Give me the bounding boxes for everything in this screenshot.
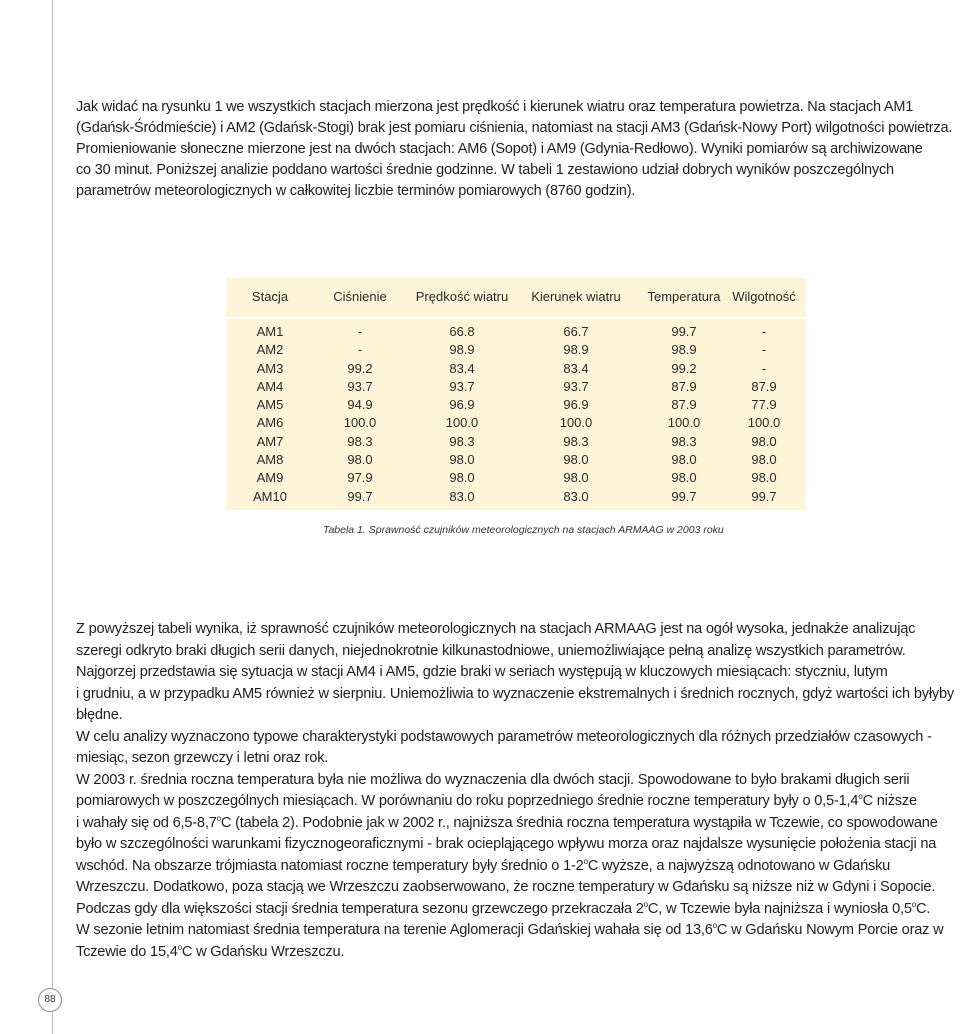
table-cell: 98.9	[563, 342, 589, 358]
table-cell: 100.0	[445, 415, 479, 431]
margin-line	[52, 0, 53, 1034]
intro-line: (Gdańsk-Śródmieście) i AM2 (Gdańsk-Stogi) brak jest pomiaru ciśnienia, natomiast na stacji AM3 (Gdańsk-Nowy Port) wilgotności powietrza.	[76, 120, 953, 136]
degree-sign: o	[858, 792, 863, 802]
intro-paragraph	[76, 97, 960, 202]
table-body	[226, 319, 806, 510]
header-wilgotnosc: Wilgotność	[732, 289, 796, 304]
table-cell: 96.9	[563, 397, 589, 413]
intro-line: Promieniowanie słoneczne mierzone jest na dwóch stacjach: AM6 (Sopot) i AM9 (Gdynia-Redłowo). Wyniki pomiarów są archiwizowane	[76, 141, 923, 157]
degree-sign: o	[216, 813, 221, 823]
table-cell: 98.0	[671, 470, 697, 486]
body-line: Podczas gdy dla większości stacji średnia temperatura sezonu grzewczego przekraczała 2$^o$C, w Tczewie była najniższa i wyniosła 0,5$^o$C.	[76, 899, 931, 917]
table-cell: 87.9	[671, 397, 697, 413]
column-stacja	[238, 323, 302, 506]
body-line: W celu analizy wyznaczono typowe charakterystyki podstawowych parametrów meteorologicznych dla różnych przedziałów czasowych -	[76, 728, 932, 745]
page-number: 88	[38, 988, 62, 1012]
table-cell: 98.0	[751, 433, 777, 449]
column-kierunek-wiatru	[526, 323, 626, 506]
table-cell: 94.9	[347, 397, 373, 413]
table-cell: 83.0	[563, 488, 589, 504]
table-cell: AM2	[256, 342, 284, 358]
sensor-efficiency-table	[226, 278, 806, 510]
table-caption: Tabela 1. Sprawność czujników meteorologicznych na stacjach ARMAAG w 2003 roku	[323, 524, 724, 536]
table-cell: 98.0	[671, 452, 697, 468]
degree-sign: o	[911, 899, 917, 909]
column-cisnienie	[316, 323, 404, 506]
table-cell: 93.7	[347, 378, 373, 394]
table-cell: 93.7	[449, 378, 475, 394]
table-cell: 77.9	[751, 397, 777, 413]
header-kierunek-wiatru: Kierunek wiatru	[531, 289, 621, 304]
body-line: i grudniu, a w przypadku AM5 również w sierpniu. Uniemożliwia to wyznaczenie ekstremalnych i średnich rocznych, gdyż wartości ich byłyby	[76, 685, 954, 702]
table-cell: 98.0	[563, 452, 589, 468]
body-line: miesiąc, sezon grzewczy i letni oraz rok.	[76, 750, 329, 766]
table-cell: 83.4	[449, 360, 475, 376]
table-cell: 83.4	[563, 360, 589, 376]
body-line: Tczewie do 15,4$^o$C w Gdańsku Wrzeszczu.	[76, 942, 345, 960]
table-cell: -	[357, 342, 363, 358]
table-header	[226, 278, 806, 319]
table-cell: -	[761, 360, 767, 376]
column-wilgotnosc	[726, 323, 802, 506]
table-cell: 99.2	[671, 360, 697, 376]
body-line: Z powyższej tabeli wynika, iż sprawność czujników meteorologicznych na stacjach ARMAAG jest na ogół wysoka, jednakże analizując	[76, 621, 916, 637]
body-line: wschód. Na obszarze trójmiasta natomiast roczne temperatury były średnio o 1-2$^o$C wyższe, a najwyższą odnotowano w Gdańsku	[76, 856, 891, 874]
table-cell: 98.0	[347, 452, 373, 468]
body-line: szeregi odkryto braki długich serii danych, niejednokrotnie kilkunastodniowe, uniemożliwiające pełną analizę wszystkich parametrów.	[76, 642, 906, 659]
table-cell: AM3	[256, 360, 284, 376]
table-cell: 100.0	[747, 415, 781, 431]
table-cell: 99.7	[671, 488, 697, 504]
body-line: Najgorzej przedstawia się sytuacja w stacji AM4 i AM5, gdzie braki w seriach występują w kluczowych miesiącach: styczniu, lutym	[76, 664, 888, 680]
table-cell: 98.0	[449, 470, 475, 486]
header-stacja: Stacja	[251, 289, 289, 304]
table-cell: 98.3	[671, 433, 697, 449]
table-cell: 98.9	[449, 342, 475, 358]
body-line: Wrzeszczu. Dodatkowo, poza stacją we Wrzeszczu zaobserwowano, że roczne temperatury w Gdańsku są niższe niż w Gdyni i Sopocie.	[76, 879, 936, 895]
body-line: i wahały się od 6,5-8,7$^o$C (tabela 2). Podobnie jak w 2002 r., najniższa średnia roczna temperatura wystąpiła w Tczewie, co spowodowane	[76, 813, 938, 831]
table-cell: 99.7	[671, 324, 697, 339]
table-cell: 98.3	[563, 433, 589, 449]
table-cell: 98.0	[563, 470, 589, 486]
header-temperatura: Temperatura	[647, 289, 721, 304]
table-cell: 93.7	[563, 378, 589, 394]
body-line: błędne.	[76, 707, 123, 723]
table-cell: 66.8	[449, 324, 475, 339]
table-cell: 98.3	[347, 433, 373, 449]
table-cell: 100.0	[667, 415, 701, 431]
degree-sign: o	[583, 856, 588, 866]
body-line: pomiarowych w poszczególnych miesiącach. W porównaniu do roku poprzedniego średnie roczne temperatury były o 0,5-1,4$^o$C niższe	[76, 792, 917, 809]
table-cell: -	[761, 324, 767, 339]
table-cell: 97.9	[347, 470, 373, 486]
table-cell: AM1	[256, 324, 284, 339]
table-cell: 96.9	[449, 397, 475, 413]
intro-line: co 30 minut. Poniższej analizie poddano wartości średnie godzinne. W tabeli 1 zestawiono udział dobrych wyników poszczególnych	[76, 162, 894, 178]
table-cell: 83.0	[449, 488, 475, 504]
body-line: W 2003 r. średnia roczna temperatura była nie możliwa do wyznaczenia dla dwóch stacji. Spowodowane to było brakami długich serii	[76, 771, 910, 788]
table-cell: 98.0	[449, 452, 475, 468]
intro-line: Jak widać na rysunku 1 we wszystkich stacjach mierzona jest prędkość i kierunek wiatru oraz temperatura powietrza. Na stacjach AM1	[76, 99, 914, 115]
table-cell: -	[761, 342, 767, 358]
table-cell: AM4	[256, 378, 284, 394]
intro-line: parametrów meteorologicznych w całkowitej liczbie terminów pomiarowych (8760 godzin).	[76, 183, 636, 199]
table-cell: 98.0	[751, 452, 777, 468]
table-cell: 99.7	[347, 488, 373, 504]
table-cell: 100.0	[343, 415, 377, 431]
table-cell: 87.9	[671, 378, 697, 394]
header-cisnienie: Ciśnienie	[333, 289, 387, 304]
column-predkosc-wiatru	[412, 323, 512, 506]
table-cell: -	[357, 324, 363, 339]
table-cell: AM10	[253, 488, 287, 504]
table-cell: 87.9	[751, 378, 777, 394]
body-line: W sezonie letnim natomiast średnia temperatura na terenie Aglomeracji Gdańskiej wahała się od 13,6$^o$C w Gdańsku Nowym Porcie oraz w	[76, 921, 944, 938]
header-predkosc-wiatru: Prędkość wiatru	[415, 289, 509, 304]
table-cell: AM8	[256, 452, 284, 468]
table-cell: 66.7	[563, 324, 589, 339]
table-cell: 98.9	[671, 342, 697, 358]
table-cell: 98.3	[449, 433, 475, 449]
table-cell: AM5	[256, 397, 284, 413]
body-line: było w szczególności warunkami fizycznogeoraficznymi - brak ociepląjącego wpływu morza oraz najdalsze wysunięcie położenia stacji na	[76, 836, 937, 852]
table-cell: 99.2	[347, 360, 373, 376]
degree-sign: o	[177, 942, 182, 952]
table-cell: AM6	[256, 415, 284, 431]
degree-sign: o	[643, 899, 648, 909]
body-paragraph	[76, 619, 960, 963]
degree-sign: o	[712, 921, 717, 931]
table-cell: AM9	[256, 470, 284, 486]
column-temperatura	[636, 323, 732, 506]
table-cell: 99.7	[751, 488, 777, 504]
table-cell: AM7	[256, 433, 284, 449]
table-cell: 100.0	[559, 415, 593, 431]
table-cell: 98.0	[751, 470, 777, 486]
